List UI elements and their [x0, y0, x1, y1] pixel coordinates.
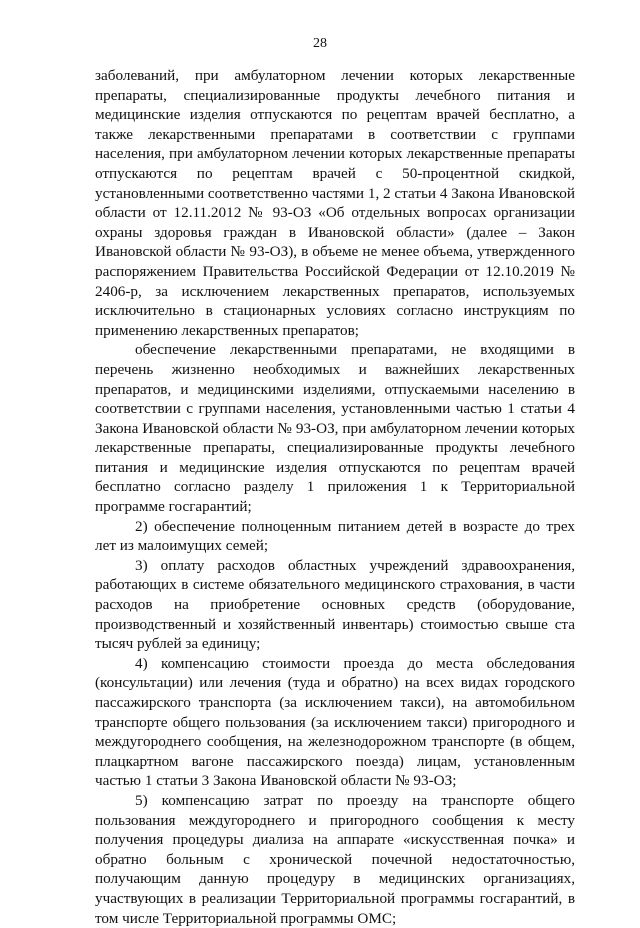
paragraph-drug-supply: обеспечение лекарственными препаратами, не входящими в перечень жизненно необходимых и важнейших лекарственных препаратов, и медицинскими изделиями, отпускаемыми населению в соответствии с группами населения, установленными частью 1 статьи 4 Закона Ивановской области № 93-ОЗ, при амбулаторном лечении которых лекарственные препараты, специализированные продукты лечебного питания и медицинские изделия отпускаются по рецептам врачей бесплатно согласно разделу 1 приложения 1 к Территориальной программе госгарантий;: [95, 341, 575, 516]
paragraph-item-4: 4) компенсацию стоимости проезда до места обследования (консультации) или лечения (туда и обратно) на всех видах городского пассажирского транспорта (за исключением такси), на автомобильном транспорте общего пользования (за исключением такси) пригородного и междугороднего сообщения, на железнодорожном транспорте (в общем, плацкартном вагоне пассажирского поезда) лицам, установленным частью 1 статьи 3 Закона Ивановской области № 93-ОЗ;: [95, 654, 575, 790]
paragraph-item-5: 5) компенсацию затрат по проезду на транспорте общего пользования междугороднего и пригородного сообщения к месту получения процедуры диализа на аппарате «искусственная почка» и обратно больным с хронической почечной недостаточностью, получающим данную процедуру в медицинских организациях, участвующих в реализации Территориальной программы госгарантий, в том числе Территориальной программы ОМС;: [95, 791, 575, 927]
document-body: [95, 66, 575, 928]
paragraph-item-2: 2) обеспечение полноценным питанием детей в возрасте до трех лет из малоимущих семей;: [95, 517, 575, 555]
page-number: 28: [313, 36, 327, 51]
paragraph-continuation: заболеваний, при амбулаторном лечении которых лекарственные препараты, специализированные продукты лечебного питания и медицинские изделия отпускаются по рецептам врачей бесплатно, а также лекарственными препаратами в соответствии с группами населения, при амбулаторном лечении которых лекарственные препараты отпускаются по рецептам врачей с 50-процентной скидкой, установленными соответственно частями 1, 2 статьи 4 Закона Ивановской области от 12.11.2012 № 93-ОЗ «Об отдельных вопросах организации охраны здоровья граждан в Ивановской области» (далее – Закон Ивановской области № 93-ОЗ), в объеме не менее объема, утвержденного распоряжением Правительства Российской Федерации от 12.10.2019 № 2406-р, за исключением лекарственных препаратов, используемых исключительно в стационарных условиях согласно инструкциям по применению лекарственных препаратов;: [95, 67, 575, 339]
paragraph-item-3: 3) оплату расходов областных учреждений здравоохранения, работающих в системе обязательного медицинского страхования, в части расходов на приобретение основных средств (оборудование, производственный и хозяйственный инвентарь) стоимостью свыше ста тысяч рублей за единицу;: [95, 556, 575, 653]
